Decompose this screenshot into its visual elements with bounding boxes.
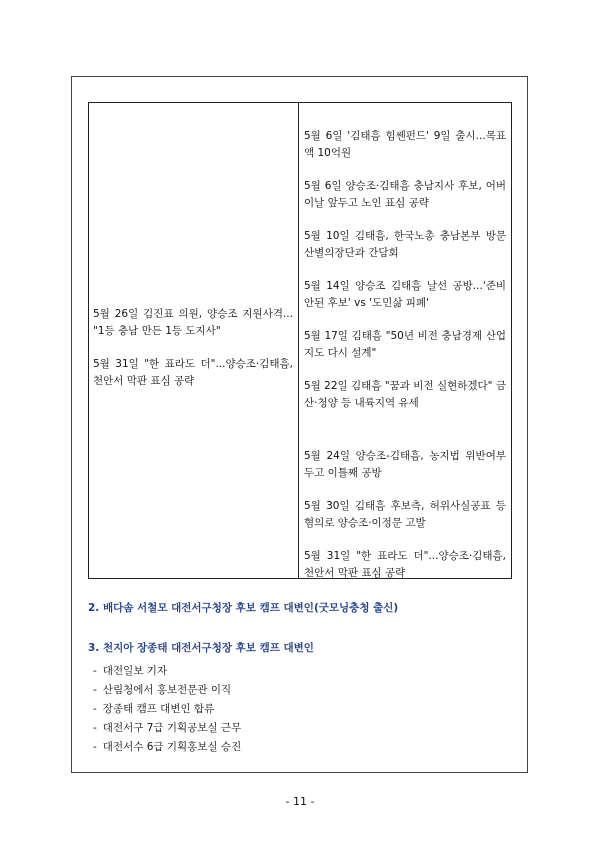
section-3-list [93, 663, 241, 758]
table-entry: 5월 31일 "한 표라도 더"...양승조·김태흠, 천안서 막판 표심 공략 [304, 550, 506, 579]
list-item [93, 739, 241, 758]
list-item [93, 663, 241, 682]
list-dash: - [93, 665, 97, 677]
list-dash: - [93, 684, 97, 696]
section-3-heading: 3. 천지아 장종태 대전서구청장 후보 캠프 대변인 [88, 642, 314, 654]
table-column-divider [298, 102, 299, 579]
table-entry: 5월 22일 김태흠 "꿈과 비전 실현하겠다" 금산·청양 등 내륙지역 유세 [304, 380, 506, 409]
table-entry: 5월 6일 '김태흠 힘쎈펀드' 9일 출시...목표액 10억원 [304, 130, 506, 159]
table-entry: 5월 31일 "한 표라도 더"...양승조·김태흠, 천안서 막판 표심 공략 [93, 358, 293, 387]
list-item [93, 720, 241, 739]
list-dash: - [93, 722, 97, 734]
list-dash: - [93, 703, 97, 715]
table-entry: 5월 10일 김태흠, 한국노총 충남본부 방문 산별의장단과 간담회 [304, 230, 506, 259]
table-entry: 5월 14일 양승조 김태흠 날선 공방...'준비 안된 후보' vs '도민삶 피폐' [304, 280, 506, 309]
list-item [93, 682, 241, 701]
list-item-text: 대전서수 6급 기획홍보실 승진 [102, 741, 242, 753]
table-entry: 5월 6일 양승조·김태흠 충남지사 후보, 어버이날 앞두고 노인 표심 공략 [304, 180, 506, 209]
list-item-text: 대전서구 7급 기획공보실 근무 [102, 722, 242, 734]
page-number: - 11 - [285, 795, 315, 808]
table-entry: 5월 17일 김태흠 "50년 비전 충남경제 산업지도 다시 설계" [304, 330, 506, 359]
list-item-text: 대전일보 기자 [102, 665, 167, 677]
table-entry: 5월 24일 양승조-김태흠, 농지법 위반여부 두고 이틀째 공방 [304, 450, 506, 479]
list-item-text: 산림청에서 홍보전문관 이직 [102, 684, 232, 696]
list-item [93, 701, 241, 720]
section-2-heading: 2. 배다솜 서철모 대전서구청장 후보 캠프 대변인(굿모닝충청 출신) [88, 602, 399, 614]
list-dash: - [93, 741, 97, 753]
table-right-column [304, 128, 506, 598]
table-left-column [93, 306, 293, 390]
table-entry: 5월 26일 김진표 의원, 양승조 지원사격... "1등 충남 만든 1등 도지사" [93, 308, 293, 337]
list-item-text: 장종태 캠프 대변인 합류 [102, 703, 215, 715]
table-entry: 5월 30일 김태흠 후보측, 허위사실공표 등 혐의로 양승조·이정문 고발 [304, 500, 506, 529]
